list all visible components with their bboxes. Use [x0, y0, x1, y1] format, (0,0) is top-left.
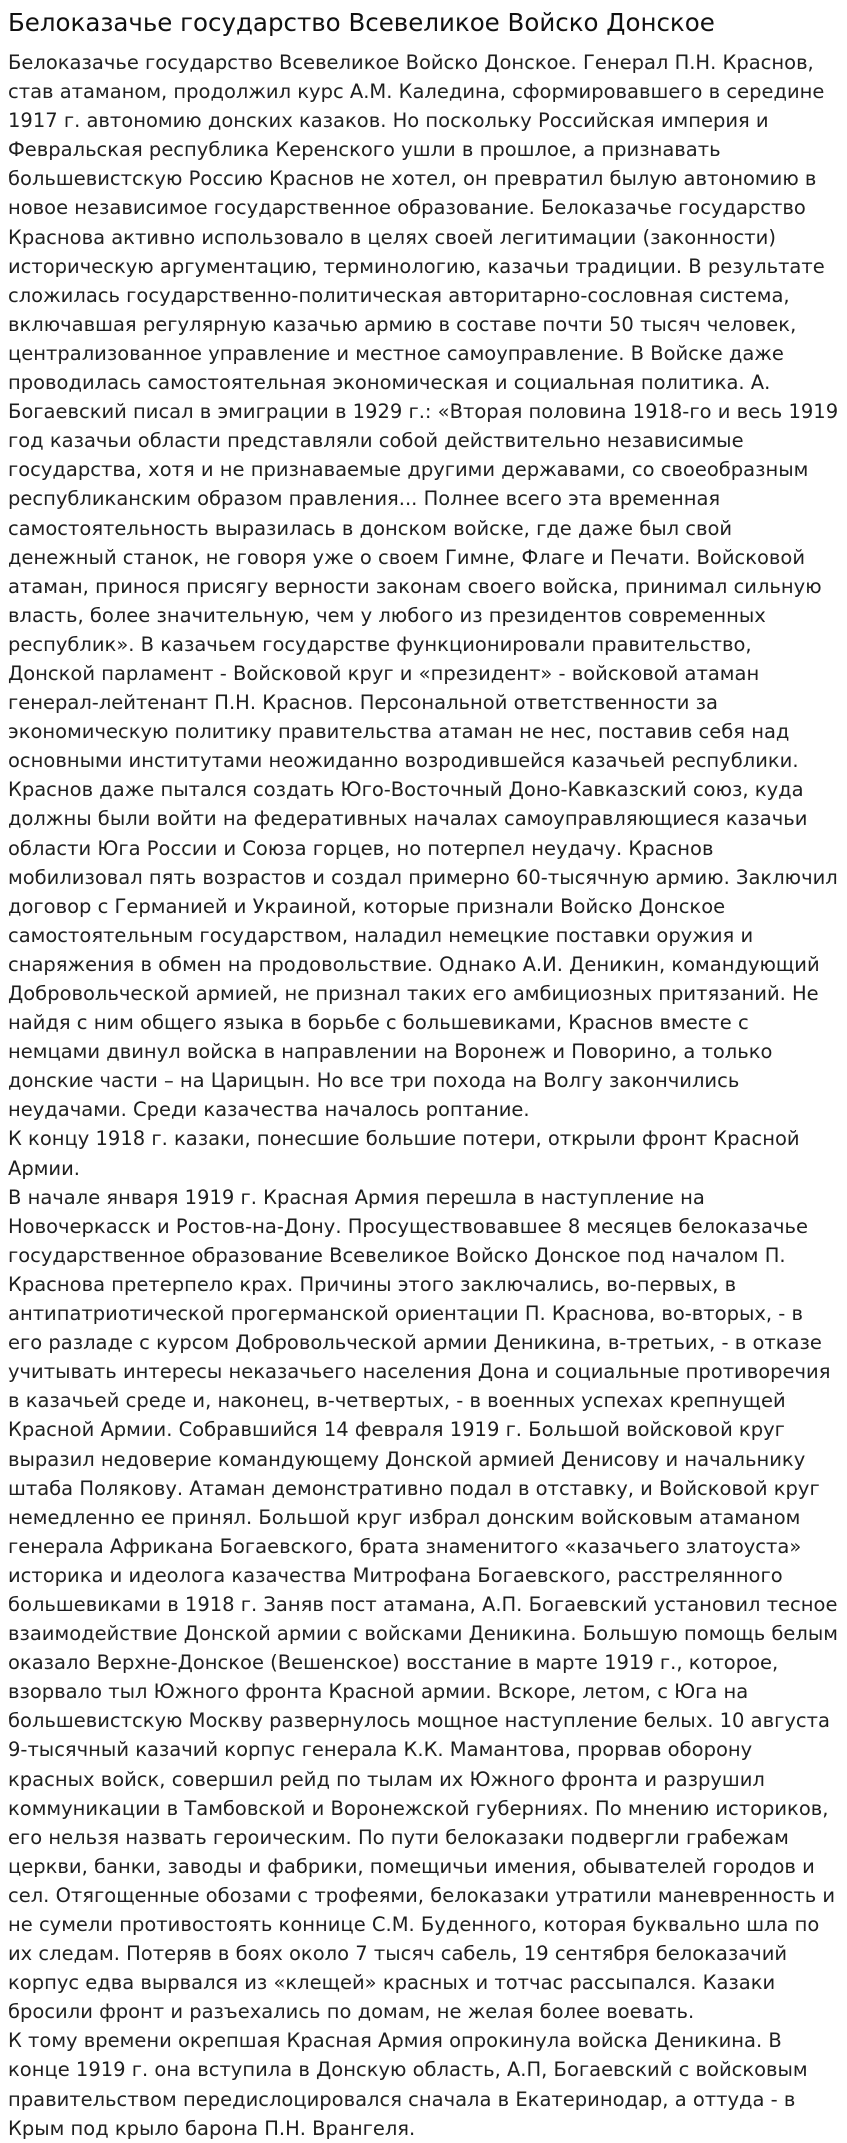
article-paragraph: Белоказачье государство Всевеликое Войско Донское. Генерал П.Н. Краснов, став атаманом, продолжил курс А.М. Каледина, сформировавшего в середине 1917 г. автономию донских казаков. Но поскольку Российская империя и Февральская республика Керенского ушли в прошлое, а признавать большевистскую Россию Краснов не хотел, он превратил былую автономию в новое независимое государственное образование. Белоказачье государство Краснова активно использовало в целях своей легитимации (законности) историческую аргументацию, терминологию, казачьи традиции. В результате сложилась государственно-политическая авторитарно-сословная система, включавшая регулярную казачью армию в составе почти 50 тысяч человек, централизованное управление и местное самоуправление. В Войске даже проводилась самостоятельная экономическая и социальная политика. А. Богаевский писал в эмиграции в 1929 г.: «Вторая половина 1918-го и весь 1919 год казачьи области представляли собой действительно независимые государства, хотя и не признаваемые другими державами, со своеобразным республиканским образом правления... Полнее всего эта временная самостоятельность выразилась в донском войске, где даже был свой денежный станок, не говоря уже о своем Гимне, Флаге и Печати. Войсковой атаман, принося присягу верности законам своего войска, принимал сильную власть, более значительную, чем у любого из президентов современных республик». В казачьем государстве функционировали правительство, Донской парламент - Войсковой круг и «президент» - войсковой атаман генерал-лейтенант П.Н. Краснов. Персональной ответственности за экономическую политику правительства атаман не нес, поставив себя над основными институтами неожиданно возродившейся казачьей республики.: [8, 51, 839, 773]
article-paragraph: К концу 1918 г. казаки, понесшие большие потери, открыли фронт Красной Армии.: [8, 1127, 800, 1180]
article-paragraph: В начале января 1919 г. Красная Армия перешла в наступление на Новочеркасск и Ростов-на-Дону. Просуществовавшее 8 месяцев белоказачье государственное образование Всевеликое Войско Донское под началом П. Краснова претерпело крах. Причины этого заключались, во-первых, в антипатриотической прогерманской ориентации П. Краснова, во-вторых, - в его разладе с курсом Добровольческой армии Деникина, в-третьих, - в отказе учитывать интересы неказачьего населения Дона и социальные противоречия в казачьей среде и, наконец, в-четвертых, - в военных успехах крепнущей Красной Армии. Собравшийся 14 февраля 1919 г. Большой войсковой круг выразил недоверие командующему Донской армией Денисову и начальнику штаба Полякову. Атаман демонстративно подал в отставку, и Войсковой круг немедленно ее принял. Большой круг избрал донским войсковым атаманом генерала Африкана Богаевского, брата знаменитого «казачьего златоуста» историка и идеолога казачества Митрофана Богаевского, расстрелянного большевиками в 1918 г. Заняв пост атамана, А.П. Богаевский установил тесное взаимодействие Донской армии с войсками Деникина. Большую помощь белым оказало Верхне-Донское (Вешенское) восстание в марте 1919 г., которое, взорвало тыл Южного фронта Красной армии. Вскоре, летом, с Юга на большевистскую Москву развернулось мощное наступление белых. 10 августа 9-тысячный казачий корпус генерала К.К. Мамантова, прорвав оборону красных войск, совершил рейд по тылам их Южного фронта и разрушил коммуникации в Тамбовской и Воронежской губерниях. По мнению историков, его нельзя назвать героическим. По пути белоказаки подвергли грабежам церкви, банки, заводы и фабрики, помещичьи имения, обывателей городов и сел. Отягощенные обозами с трофеями, белоказаки утратили маневренность и не сумели противостоять коннице С.М. Буденного, которая буквально шла по их следам. Потеряв в боях около 7 тысяч сабель, 19 сентября белоказачий корпус едва вырвался из «клещей» красных и тотчас рассыпался. Казаки бросили фронт и разъехались по домам, не желая более воевать.: [8, 1185, 838, 2024]
article-body: [8, 48, 839, 2143]
article-title: Белоказачье государство Всевеликое Войско Донское: [8, 8, 715, 37]
article-paragraph: Краснов даже пытался создать Юго-Восточный Доно-Кавказский союз, куда должны были войти на федеративных началах самоуправляющиеся казачьи области Юга России и Союза горцев, но потерпел неудачу. Краснов мобилизовал пять возрастов и создал примерно 60-тысячную армию. Заключил договор с Германией и Украиной, которые признали Войско Донское самостоятельным государством, наладил немецкие поставки оружия и снаряжения в обмен на продовольствие. Однако А.И. Деникин, командующий Добровольческой армией, не признал таких его амбициозных притязаний. Не найдя с ним общего языка в борьбе с большевиками, Краснов вместе с немцами двинул войска в направлении на Воронеж и Поворино, а только донские части – на Царицын. Но все три похода на Волгу закончились неудачами. Среди казачества началось роптание.: [8, 778, 838, 1122]
article-paragraph: К тому времени окрепшая Красная Армия опрокинула войска Деникина. В конце 1919 г. она вступила в Донскую область, А.П, Богаевский с войсковым правительством передислоцировался сначала в Екатеринодар, а оттуда - в Крым под крыло барона П.Н. Врангеля.: [8, 2029, 808, 2140]
